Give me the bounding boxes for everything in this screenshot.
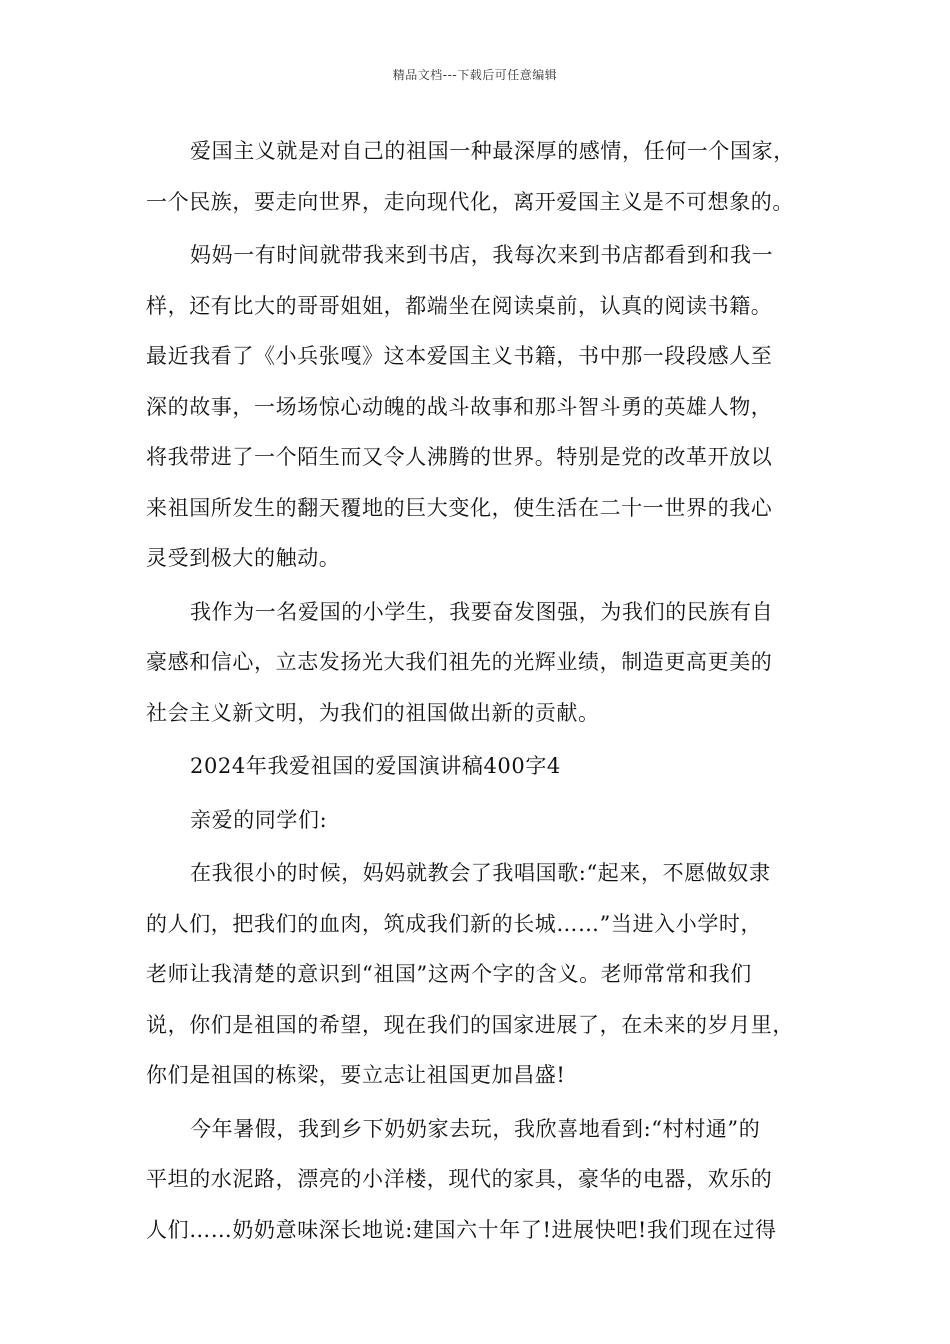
paragraph	[146, 230, 810, 584]
text-line: 爱国主义就是对自己的祖国一种最深厚的感情，任何一个国家，	[190, 139, 795, 163]
text-line: 灵受到极大的触动。	[146, 546, 341, 570]
paragraph	[146, 848, 810, 1101]
text-line: 最近我看了《小兵张嘎》这本爱国主义书籍，书中那一段段感人至	[146, 344, 773, 368]
paragraph	[146, 126, 810, 227]
text-line: 今年暑假，我到乡下奶奶家去玩，我欣喜地看到:“村村通”的	[190, 1116, 761, 1141]
text-line: 来祖国所发生的翻天覆地的巨大变化，使生活在二十一世界的我心	[146, 495, 773, 520]
body-text	[146, 126, 810, 1255]
text-line: 我作为一名爱国的小学生，我要奋发图强，为我们的民族有自	[190, 599, 774, 624]
text-line: 社会主义新文明，为我们的祖国做出新的贡献。	[146, 700, 600, 725]
section-title	[146, 741, 810, 792]
text-line: 的人们，把我们的血肉，筑成我们新的长城……”当进入小学时，	[146, 911, 763, 936]
paragraph	[146, 1104, 810, 1256]
text-line: 将我带进了一个陌生而又令人沸腾的世界。特别是党的改革开放以	[146, 445, 773, 469]
text-line: 平坦的水泥路，漂亮的小洋楼，现代的家具，豪华的电器，欢乐的	[146, 1167, 773, 1191]
salutation	[146, 795, 810, 846]
text-line: 老师让我清楚的意识到“祖国”这两个字的含义。老师常常和我们	[146, 962, 752, 986]
paragraph	[146, 587, 810, 739]
text-line: 你们是祖国的栋梁，要立志让祖国更加昌盛!	[146, 1063, 566, 1087]
page-header: 精品文档---下载后可任意编辑	[392, 68, 558, 82]
text-line: 样，还有比大的哥哥姐姐，都端坐在阅读桌前，认真的阅读书籍。	[146, 293, 773, 318]
text-line: 深的故事，一场场惊心动魄的战斗故事和那斗智斗勇的英雄人物，	[146, 394, 773, 419]
text-line: 一个民族，要走向世界，走向现代化，离开爱国主义是不可想象的。	[146, 189, 794, 214]
text-line: 豪感和信心，立志发扬光大我们祖先的光辉业绩，制造更高更美的	[146, 650, 773, 674]
text-line: 2024年我爱祖国的爱国演讲稿400字4	[190, 754, 561, 778]
text-line: 说，你们是祖国的希望，现在我们的国家进展了，在未来的岁月里，	[146, 1012, 794, 1037]
text-line: 在我很小的时候，妈妈就教会了我唱国歌:“起来，不愿做奴隶	[190, 861, 771, 885]
text-line: 人们……奶奶意味深长地说:建国六十年了!进展快吧!我们现在过得	[146, 1217, 777, 1242]
text-line: 亲爱的同学们:	[190, 807, 328, 832]
text-line: 妈妈一有时间就带我来到书店，我每次来到书店都看到和我一	[190, 243, 774, 267]
